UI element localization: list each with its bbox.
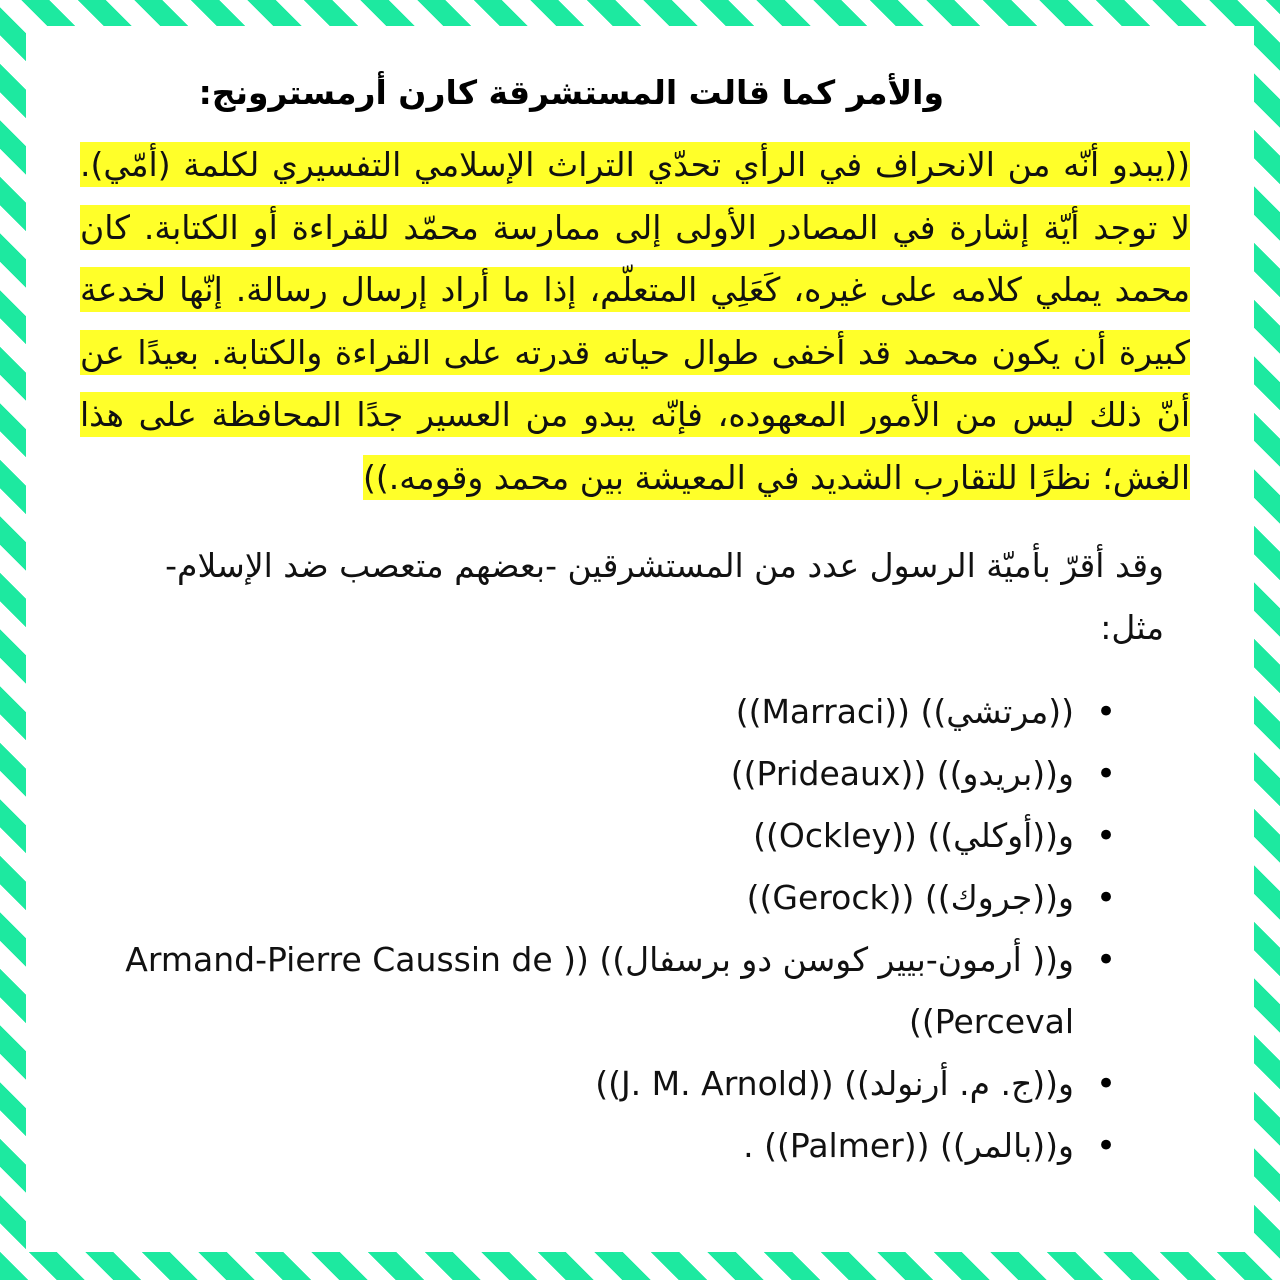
list-item: • ((مرتشي)) ((Marraci)) (96, 681, 1116, 743)
page-title: والأمر كما قالت المستشرقة كارن أرمسترونج: (198, 73, 944, 112)
list-item: • و((أوكلي)) ((Ockley)) (96, 805, 1116, 867)
list-item: • و((بريدو)) ((Prideaux)) (96, 743, 1116, 805)
list-item: • و((جروك)) ((Gerock)) (96, 867, 1116, 929)
list-item: • و(( أرمون-بيير كوسن دو برسفال)) (( Armand-Pierre Caussin de Perceval)) (96, 929, 1116, 1053)
highlighted-quote (80, 134, 1190, 509)
document-page (26, 26, 1254, 1252)
intro-paragraph: وقد أقرّ بأميّة الرسول عدد من المستشرقين -بعضهم متعصب ضد الإسلام- مثل: (165, 546, 1164, 647)
orientalist-list (96, 681, 1116, 1177)
list-item: • و((ج. م. أرنولد)) ((J. M. Arnold)) (96, 1053, 1116, 1115)
document-body (80, 26, 1190, 1252)
quote-text: ((يبدو أنّه من الانحراف في الرأي تحدّي التراث الإسلامي التفسيري لكلمة (أمّي). لا توجد أيّة إشارة في المصادر الأولى إلى ممارسة محمّد للقراءة أو الكتابة. كان محمد يملي كلامه على غيره، كَعَلِي المتعلّم، إذا ما أراد إرسال رسالة. إنّها لخدعة كبيرة أن يكون محمد قد أخفى طوال حياته قدرته على القراءة والكتابة. بعيدًا عن أنّ ذلك ليس من الأمور المعهوده، فإنّه يبدو من العسير جدًا المحافظة على هذا الغش؛ نظرًا للتقارب الشديد في المعيشة بين محمد وقومه.)) (80, 142, 1190, 500)
list-item: • و((بالمر)) ((Palmer)) . (96, 1115, 1116, 1177)
